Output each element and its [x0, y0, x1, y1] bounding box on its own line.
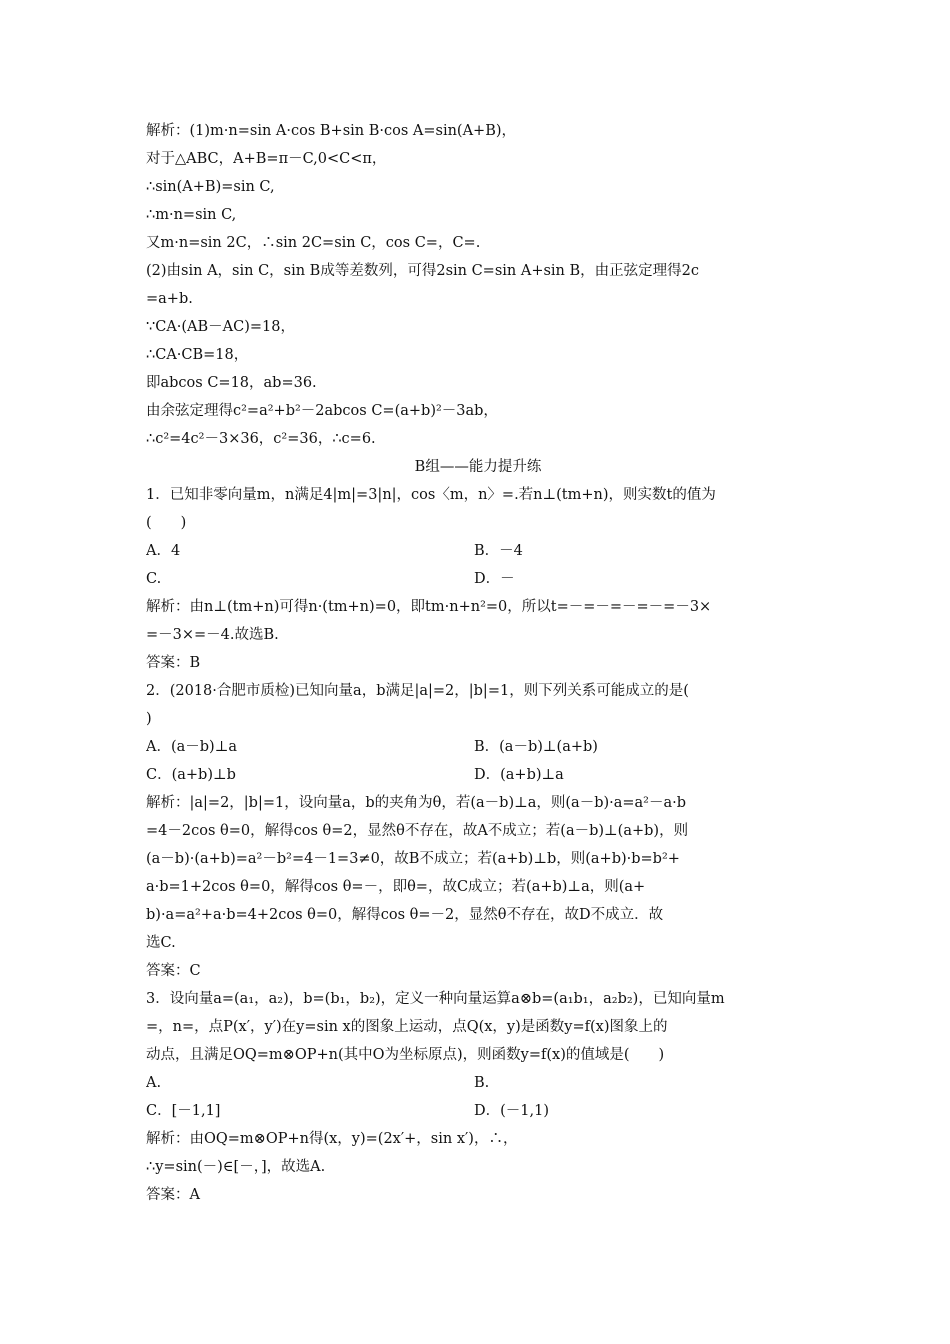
- q3-answer: 答案：A: [146, 1187, 200, 1203]
- q2-answer: 答案：C: [146, 963, 201, 979]
- q3-analysis: ∴y=sin(－)∈[－，]，故选A.: [146, 1159, 326, 1175]
- q1-answer: 答案：B: [146, 655, 201, 671]
- text-line: 即abcos C=18，ab=36.: [146, 375, 317, 391]
- text-line: 解析：(1)m·n=sin A·cos B+sin B·cos A=sin(A+B)，: [146, 123, 517, 139]
- q3-option-c: C．[－1,1]: [146, 1103, 221, 1119]
- q3-option-b: B.: [474, 1075, 490, 1091]
- q2-analysis: b)·a=a²+a·b=4+2cos θ=0，解得cos θ=－2，显然θ不存在，故D不成立．故: [146, 907, 664, 923]
- q3-stem: 动点，且满足OQ=m⊗OP+n(其中O为坐标原点)，则函数y=f(x)的值域是( ): [146, 1047, 665, 1063]
- q1-stem: 1．已知非零向量m，n满足4|m|=3|n|，cos〈m，n〉=.若n⊥(tm+n)，则实数t的值为: [146, 487, 716, 503]
- q3-analysis: 解析：由OQ=m⊗OP+n得(x，y)=(2x′+，sin x′)，∴，: [146, 1131, 518, 1147]
- q3-stem: 3．设向量a=(a₁，a₂)，b=(b₁，b₂)，定义一种向量运算a⊗b=(a₁b₁，a₂b₂)，已知向量m: [146, 991, 725, 1007]
- q2-option-a: A．(a－b)⊥a: [146, 739, 237, 755]
- q1-stem: ( ): [146, 515, 187, 531]
- q2-option-b: B．(a－b)⊥(a+b): [474, 739, 598, 755]
- text-line: ∴c²=4c²－3×36，c²=36，∴c=6.: [146, 431, 376, 447]
- q3-option-a: A.: [146, 1075, 162, 1091]
- q2-stem: ): [146, 711, 152, 727]
- text-line: ∴m·n=sin C,: [146, 207, 237, 223]
- q1-option-c: C.: [146, 571, 162, 587]
- text-line: (2)由sin A，sin C，sin B成等差数列，可得2sin C=sin A+sin B，由正弦定理得2c: [146, 263, 700, 279]
- q1-option-a: A．4: [146, 543, 181, 559]
- q2-stem: 2．(2018·合肥市质检)已知向量a，b满足|a|=2，|b|=1，则下列关系可能成立的是(: [146, 683, 689, 699]
- section-title: B组——能力提升练: [414, 459, 542, 475]
- q2-option-c: C．(a+b)⊥b: [146, 767, 236, 783]
- text-line: 对于△ABC，A+B=π－C,0<C<π，: [146, 151, 387, 167]
- text-line: 由余弦定理得c²=a²+b²－2abcos C=(a+b)²－3ab，: [146, 403, 498, 419]
- q2-analysis: (a－b)·(a+b)=a²－b²=4－1=3≠0，故B不成立；若(a+b)⊥b，则(a+b)·b=b²+: [146, 851, 680, 867]
- text-line: ∴CA·CB=18，: [146, 347, 249, 363]
- q1-analysis: 解析：由n⊥(tm+n)可得n·(tm+n)=0，即tm·n+n²=0，所以t=－=－=－=－=－3×: [146, 599, 712, 615]
- q1-analysis: =－3×=－4.故选B.: [146, 627, 279, 643]
- q2-analysis: a·b=1+2cos θ=0，解得cos θ=－，即θ=，故C成立；若(a+b)⊥a，则(a+: [146, 879, 646, 895]
- text-line: 又m·n=sin 2C，∴sin 2C=sin C，cos C=，C=.: [146, 235, 481, 251]
- text-line: =a+b.: [146, 291, 193, 307]
- q2-analysis: 选C.: [146, 935, 176, 951]
- text-line: ∵CA·(AB－AC)=18，: [146, 319, 296, 335]
- q2-analysis: =4－2cos θ=0，解得cos θ=2，显然θ不存在，故A不成立；若(a－b)⊥(a+b)，则: [146, 823, 689, 839]
- q2-option-d: D．(a+b)⊥a: [474, 767, 564, 783]
- q3-stem: =，n=，点P(x′，y′)在y=sin x的图象上运动，点Q(x，y)是函数y=f(x)图象上的: [146, 1019, 668, 1035]
- q3-option-d: D．(－1,1): [474, 1103, 549, 1119]
- q1-option-d: D．－: [474, 571, 515, 587]
- q1-option-b: B．－4: [474, 543, 523, 559]
- text-line: ∴sin(A+B)=sin C,: [146, 179, 275, 195]
- q2-analysis: 解析：|a|=2，|b|=1，设向量a，b的夹角为θ，若(a－b)⊥a，则(a－b)·a=a²－a·b: [146, 795, 687, 811]
